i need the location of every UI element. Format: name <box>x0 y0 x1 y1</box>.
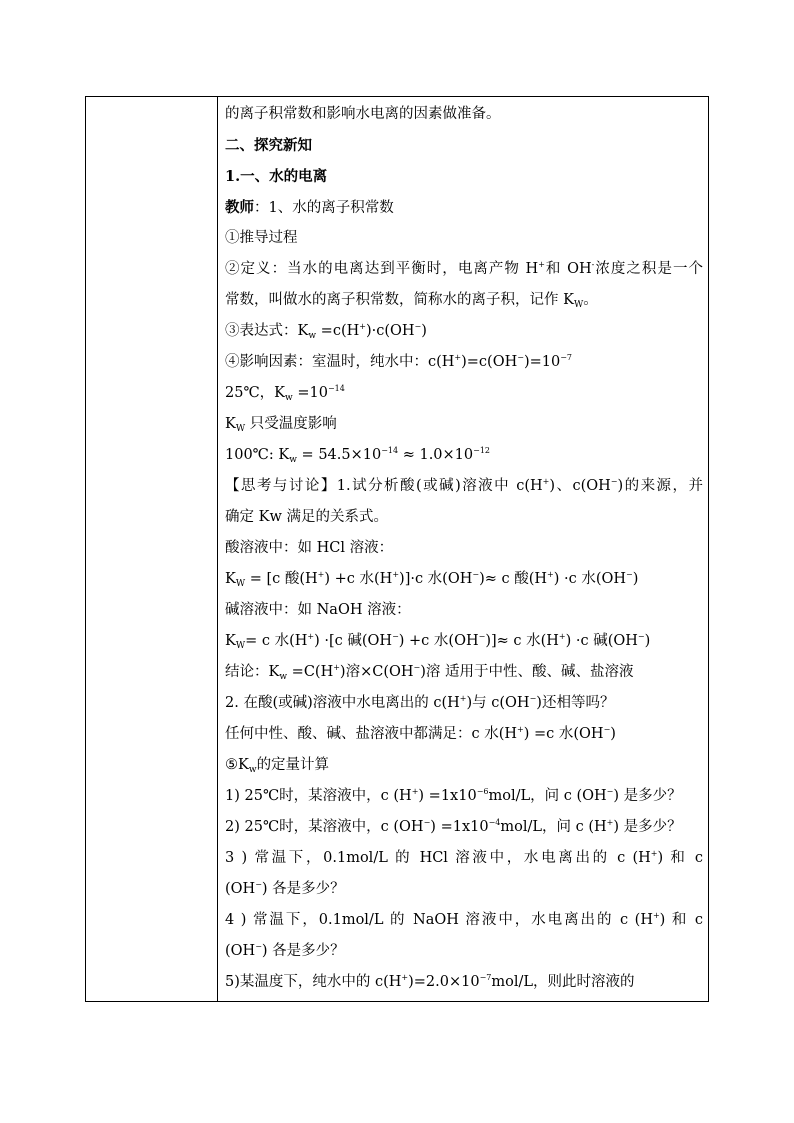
subscript: w <box>285 393 293 403</box>
text-line <box>225 316 703 347</box>
bold-text: 教师 <box>225 199 254 216</box>
text-line <box>225 564 703 595</box>
superscript: − <box>610 477 618 486</box>
text-run: K <box>225 416 236 432</box>
text-run: )的来源，并 <box>617 478 703 494</box>
text-run: ) =c 水(OH <box>523 726 604 742</box>
superscript: − <box>517 353 524 362</box>
text-run: )]≈ c 水(H <box>485 633 559 649</box>
text-line <box>225 781 703 812</box>
text-run: ) 是多少？ <box>613 788 682 804</box>
superscript: −14 <box>327 384 345 393</box>
text-run: 【思考与讨论】1.试分析酸(或碱)溶液中 c(H <box>225 478 543 494</box>
subscript: W <box>235 424 246 434</box>
text-line <box>225 130 703 161</box>
superscript: - <box>591 260 595 269</box>
text-run: 常数，叫做水的离子积常数，简称水的离子积，记作 K <box>225 292 574 308</box>
text-run: ) ·c 水(OH <box>553 571 627 587</box>
text-run: 浓度之积是一个 <box>594 261 703 277</box>
text-line <box>225 285 703 316</box>
superscript: −7 <box>560 353 573 362</box>
subscript: W <box>235 579 246 589</box>
superscript: + <box>307 632 315 641</box>
text-run: 确定 Kw 满足的关系式。 <box>225 509 388 525</box>
text-line <box>225 843 703 874</box>
superscript: + <box>542 477 550 486</box>
text-run: ) <box>421 323 427 339</box>
superscript: + <box>392 570 400 579</box>
superscript: + <box>547 570 554 579</box>
text-run: ⑤K <box>225 757 249 773</box>
text-run: =10 <box>292 385 328 401</box>
text-run: )]·c 水(OH <box>399 571 473 587</box>
text-run: )≈ c 酸(H <box>479 571 548 587</box>
subscript: w <box>279 672 288 682</box>
text-run: ) <box>610 726 616 742</box>
text-line <box>225 688 703 719</box>
superscript: − <box>392 632 399 641</box>
text-line <box>225 254 703 285</box>
text-line <box>225 812 703 843</box>
text-run: ) +c 水(OH <box>398 633 479 649</box>
text-run: ) =1x10 <box>430 819 489 835</box>
text-run: 5)某温度下，纯水中的 c(H <box>225 974 402 990</box>
text-run: K <box>225 571 236 587</box>
text-run: mol/L，则此时溶液的 <box>491 974 635 990</box>
superscript: + <box>652 911 660 920</box>
text-run: ) 各是多少？ <box>261 943 345 959</box>
text-run: )与 c(OH <box>466 695 530 711</box>
text-run: 结论：K <box>225 664 280 680</box>
subscript: w <box>289 455 297 465</box>
superscript: − <box>414 322 422 331</box>
text-run: 4 ) 常温下，0.1mol/L 的 NaOH 溶液中，水电离出的 c (H <box>225 912 653 928</box>
text-run: =C(H <box>287 664 334 680</box>
text-run: 的离子积常数和影响水电离的因素做准备。 <box>225 106 501 122</box>
superscript: −12 <box>473 446 491 455</box>
superscript: + <box>558 632 566 641</box>
superscript: + <box>650 849 658 858</box>
superscript: −6 <box>476 787 489 796</box>
text-run: 酸溶液中：如 HCl 溶液： <box>225 540 394 556</box>
text-line <box>225 471 703 502</box>
text-run: 任何中性、酸、碱、盐溶液中都满足：c 水(H <box>225 726 518 742</box>
text-run: ) +c 水(H <box>324 571 393 587</box>
text-line <box>225 750 703 781</box>
superscript: −14 <box>381 446 399 455</box>
text-line <box>225 626 703 657</box>
text-line <box>225 936 703 967</box>
text-line <box>225 161 703 192</box>
text-run: ②定义：当水的电离达到平衡时，电离产物 H <box>225 261 539 277</box>
text-line <box>225 595 703 626</box>
text-run: ) ·[c 碱(OH <box>314 633 393 649</box>
content-table <box>85 96 709 1002</box>
text-run: 1.一、水的电离 <box>225 168 328 185</box>
text-run: = c 水(H <box>245 633 308 649</box>
text-run: )=c(OH <box>461 354 518 370</box>
text-line <box>225 967 703 998</box>
text-line <box>225 409 703 440</box>
superscript: − <box>255 880 262 889</box>
text-line <box>225 905 703 936</box>
text-run: 100℃: K <box>225 447 290 463</box>
superscript: + <box>517 725 524 734</box>
text-run: (OH <box>225 943 256 959</box>
text-run: 碱溶液中：如 NaOH 溶液： <box>225 602 411 618</box>
text-run: )、c(OH <box>549 478 611 494</box>
text-line <box>225 502 703 533</box>
text-run: ) <box>644 633 651 649</box>
text-line <box>225 347 703 378</box>
text-run: 二、探究新知 <box>225 137 312 154</box>
text-run: )溶×C(OH <box>339 664 414 680</box>
text-run: = [c 酸(H <box>245 571 318 587</box>
text-run: ) =1x10 <box>418 788 477 804</box>
text-run: 只受温度影响 <box>245 416 337 432</box>
table-column-divider <box>217 97 218 1001</box>
text-run: = 54.5×10 <box>296 447 382 463</box>
text-run: )还相等吗？ <box>536 695 615 711</box>
text-line <box>225 874 703 905</box>
text-line <box>225 223 703 254</box>
superscript: − <box>255 942 262 951</box>
text-run: 2) 25℃时，某溶液中，c (OH <box>225 819 424 835</box>
superscript: − <box>606 787 614 796</box>
text-run: )=2.0×10 <box>408 974 480 990</box>
subscript: w <box>308 331 317 341</box>
text-run: ③表达式：K <box>225 323 309 339</box>
text-line <box>225 657 703 688</box>
superscript: − <box>472 570 480 579</box>
superscript: + <box>411 787 419 796</box>
subscript: W <box>235 641 246 651</box>
superscript: − <box>637 632 645 641</box>
superscript: + <box>401 973 409 982</box>
superscript: + <box>317 570 325 579</box>
text-line <box>225 192 703 223</box>
superscript: − <box>626 570 633 579</box>
superscript: − <box>603 725 611 734</box>
text-run: K <box>225 633 236 649</box>
text-run: ④影响因素：室温时，纯水中：c(H <box>225 354 455 370</box>
text-run: =c(H <box>316 323 360 339</box>
text-run: ≈ 1.0×10 <box>398 447 474 463</box>
superscript: + <box>606 818 614 827</box>
text-run: ①推导过程 <box>225 230 298 246</box>
text-run: mol/L，问 c (H <box>500 819 607 835</box>
superscript: + <box>333 663 340 672</box>
superscript: − <box>413 663 421 672</box>
text-line <box>225 533 703 564</box>
superscript: − <box>529 694 537 703</box>
table-content-cell <box>225 99 703 998</box>
superscript: + <box>538 260 545 269</box>
text-run: 的定量计算 <box>256 757 330 773</box>
text-run: 和 OH <box>544 261 592 277</box>
text-run: )溶 适用于中性、酸、碱、盐溶液 <box>420 664 634 680</box>
text-run: ) 各是多少？ <box>261 881 345 897</box>
text-line <box>225 440 703 471</box>
text-line <box>225 719 703 750</box>
text-line <box>225 378 703 409</box>
text-run: )·c(OH <box>365 323 415 339</box>
text-run: 。 <box>583 292 598 308</box>
superscript: + <box>459 694 467 703</box>
text-run: 2. 在酸(或碱)溶液中水电离出的 c(H <box>225 695 460 711</box>
text-run: ) ·c 碱(OH <box>565 633 638 649</box>
text-line <box>225 99 703 130</box>
text-run: mol/L，问 c (OH <box>488 788 607 804</box>
subscript: w <box>248 765 257 775</box>
superscript: −4 <box>488 818 501 827</box>
text-run: ：1、水的离子积常数 <box>254 200 394 216</box>
superscript: + <box>454 353 462 362</box>
text-run: ) 是多少？ <box>613 819 682 835</box>
text-run: (OH <box>225 881 256 897</box>
superscript: −7 <box>479 973 492 982</box>
superscript: − <box>423 818 431 827</box>
text-run: ) 和 c <box>659 912 703 928</box>
superscript: − <box>478 632 486 641</box>
subscript: W <box>573 300 584 310</box>
superscript: + <box>359 322 366 331</box>
text-run: )=10 <box>523 354 561 370</box>
text-run: 1) 25℃时，某溶液中，c (H <box>225 788 412 804</box>
text-run: ) <box>632 571 639 587</box>
text-run: ) 和 c <box>657 850 703 866</box>
text-run: 25℃，K <box>225 385 286 401</box>
text-run: 3 ) 常温下，0.1mol/L 的 HCl 溶液中，水电离出的 c (H <box>225 850 651 866</box>
